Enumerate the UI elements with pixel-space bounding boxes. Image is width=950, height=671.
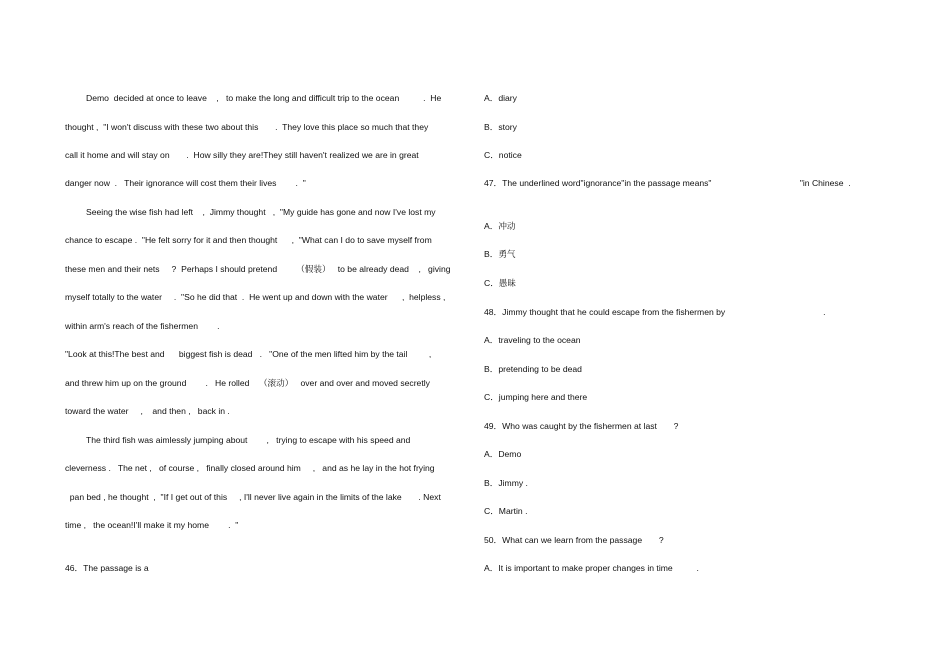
q46-option-b: B．story	[484, 122, 517, 132]
passage-line: and threw him up on the ground . He rolled （滚动） over and over and moved secretly	[65, 378, 430, 388]
q49-option-c: C．Martin .	[484, 506, 528, 516]
q46-option-a: A．diary	[484, 93, 517, 103]
passage-line: Seeing the wise fish had left , Jimmy thought , "My guide has gone and now I've lost my	[86, 207, 436, 217]
passage-line: call it home and will stay on . How silly they are!They still haven't realized we are in great	[65, 150, 419, 160]
q49-option-a: A．Demo	[484, 449, 522, 459]
passage-line: pan bed , he thought , "If I get out of this , I'll never live again in the limits of the lake . Next	[65, 492, 441, 502]
passage-line: Demo decided at once to leave , to make the long and difficult trip to the ocean . He	[86, 93, 442, 103]
q48-option-b: B．pretending to be dead	[484, 364, 582, 374]
q49-option-b: B．Jimmy .	[484, 478, 528, 488]
passage-line: myself totally to the water . "So he did that . He went up and down with the water , helpless ,	[65, 292, 446, 302]
question-48: 48．Jimmy thought that he could escape from the fishermen by .	[484, 307, 826, 317]
q47-option-b: B．勇气	[484, 249, 516, 259]
passage-line: thought , "I won't discuss with these two about this . They love this place so much that they	[65, 122, 429, 132]
question-49: 49．Who was caught by the fishermen at last ?	[484, 421, 679, 431]
q47-option-a: A．冲动	[484, 221, 516, 231]
passage-line: time , the ocean!I'll make it my home . "	[65, 520, 239, 530]
q46-option-c: C．notice	[484, 150, 522, 160]
passage-line: "Look at this!The best and biggest fish is dead . "One of the men lifted him by the tail ,	[65, 349, 432, 359]
passage-line: toward the water , and then , back in .	[65, 406, 230, 416]
q50-option-a: A．It is important to make proper changes in time .	[484, 563, 699, 573]
passage-line: chance to escape . "He felt sorry for it and then thought , "What can I do to save myself from	[65, 235, 432, 245]
question-50: 50．What can we learn from the passage ?	[484, 535, 664, 545]
passage-line: within arm's reach of the fishermen .	[65, 321, 220, 331]
q48-option-a: A．traveling to the ocean	[484, 335, 581, 345]
passage-line: The third fish was aimlessly jumping about , trying to escape with his speed and	[86, 435, 411, 445]
question-46: 46．The passage is a	[65, 563, 149, 573]
passage-line: these men and their nets ? Perhaps I should pretend （假装） to be already dead , giving	[65, 264, 451, 274]
question-47: 47．The underlined word"ignorance"in the passage means" "in Chinese .	[484, 178, 851, 188]
q48-option-c: C．jumping here and there	[484, 392, 588, 402]
passage-line: danger now . Their ignorance will cost them their lives . "	[65, 178, 306, 188]
passage-line: cleverness . The net , of course , finally closed around him , and as he lay in the hot frying	[65, 463, 435, 473]
q47-option-c: C．愚昧	[484, 278, 516, 288]
